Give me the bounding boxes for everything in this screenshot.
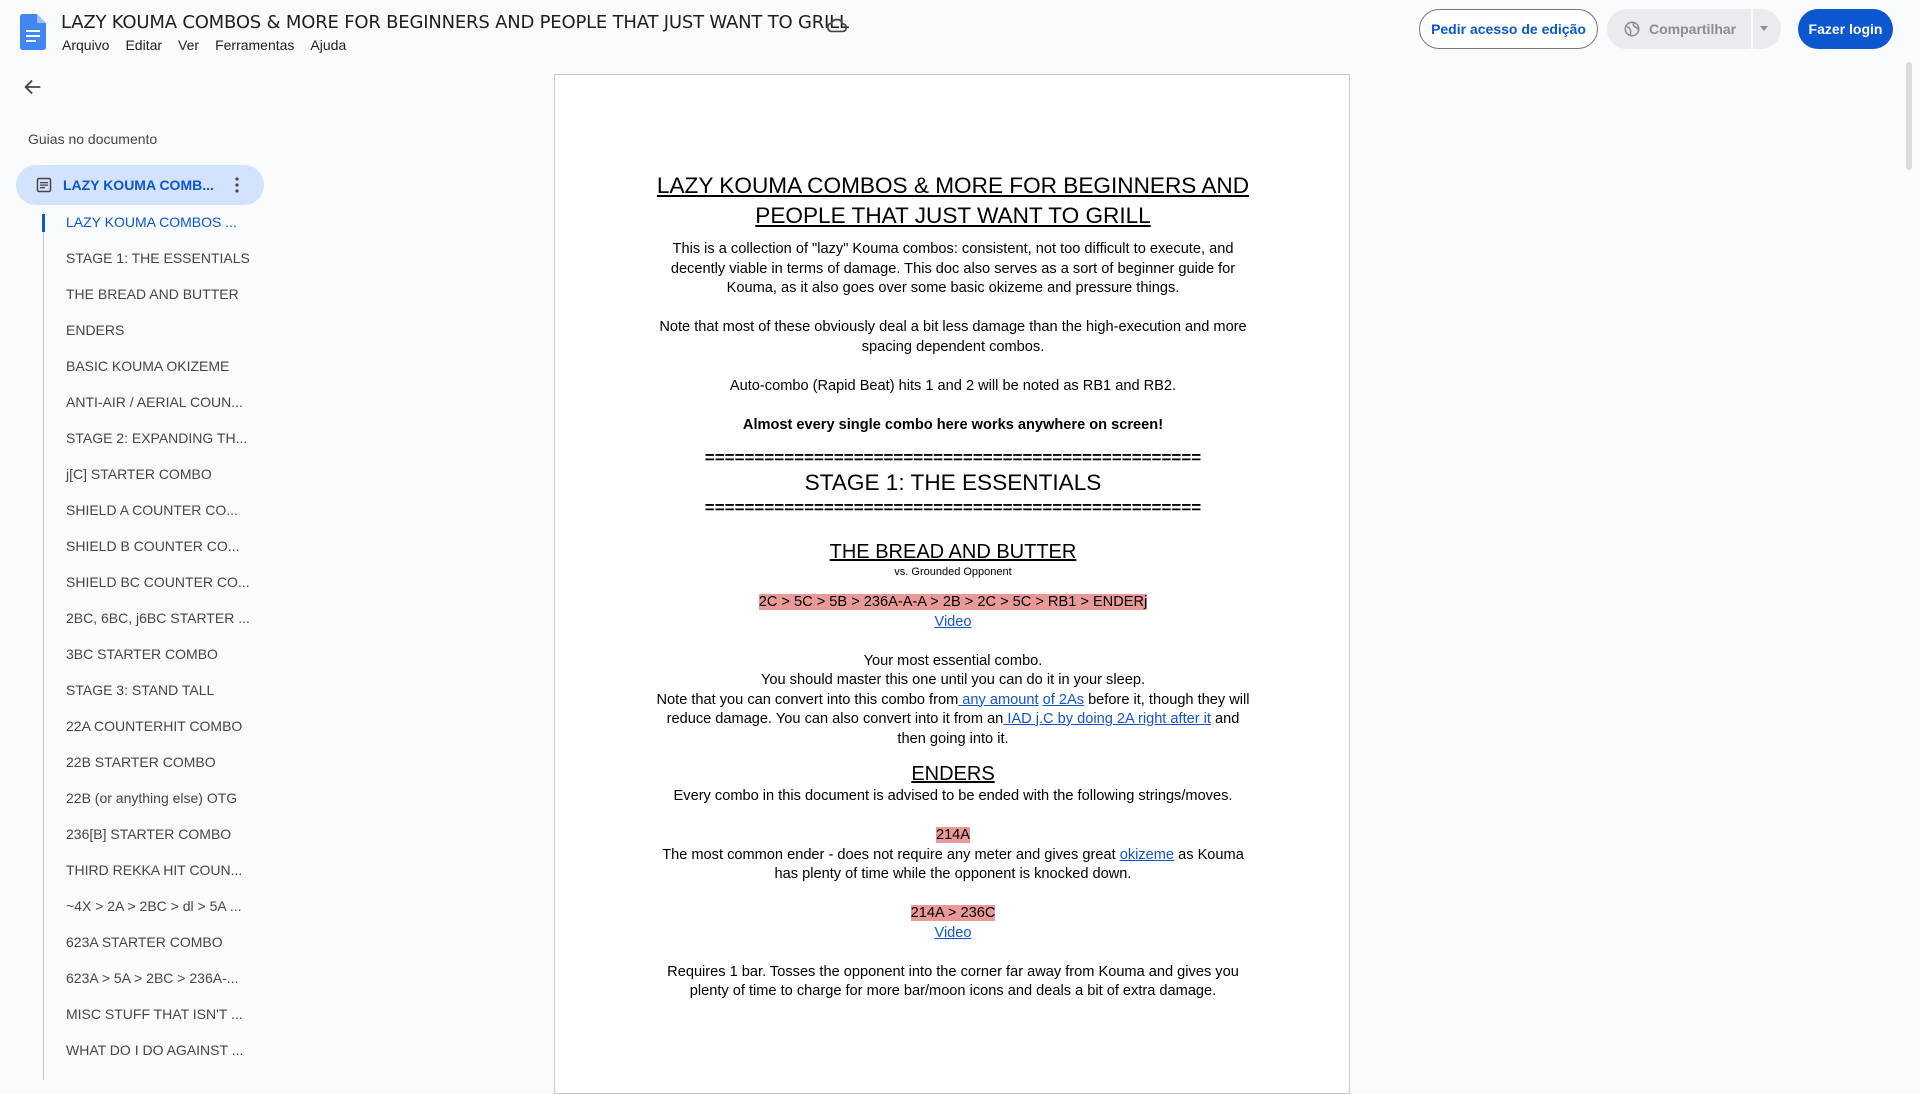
top-bar: [0, 0, 1920, 64]
divider-line: ==================================================: [704, 448, 1202, 467]
video-link[interactable]: Video: [934, 613, 972, 630]
ender-2-description: Requires 1 bar. Tosses the opponent into the corner far away from Kouma and gives you plenty of time to charge for more bar/moon icons and deals a bit of extra damage.: [667, 963, 1239, 999]
bnb-line-2: You should master this one until you can do it in your sleep.: [761, 672, 1145, 688]
outline-item[interactable]: 623A > 5A > 2BC > 236A-...: [66, 970, 239, 986]
vertical-scrollbar[interactable]: [1906, 62, 1912, 170]
document-outline: [66, 214, 250, 1078]
iad-jc-link[interactable]: IAD j.C by doing 2A right after it: [1003, 711, 1211, 727]
ender-1-text-a: The most common ender - does not require any meter and gives great: [662, 846, 1120, 863]
outline-item[interactable]: 22B STARTER COMBO: [66, 754, 216, 770]
outline-item[interactable]: j[C] STARTER COMBO: [66, 466, 212, 482]
intro-paragraph-1: This is a collection of "lazy" Kouma combos: consistent, not too difficult to execute, and decently viable in terms of damage. This doc also serves as a sort of beginner guide for Kouma, as it also goes over some basic okizeme and pressure things.: [670, 241, 1236, 296]
outline-item[interactable]: 623A STARTER COMBO: [66, 934, 223, 950]
outline-item[interactable]: STAGE 1: THE ESSENTIALS: [66, 250, 250, 266]
enders-description: Every combo in this document is advised to be ended with the following strings/moves.: [673, 788, 1233, 804]
bread-and-butter-subtitle: vs. Grounded Opponent: [894, 566, 1012, 578]
outline-item[interactable]: MISC STUFF THAT ISN'T ...: [66, 1006, 243, 1022]
stage-1-heading: STAGE 1: THE ESSENTIALS: [804, 470, 1102, 495]
ender-1-description: [654, 846, 1252, 885]
bnb-note-paragraph: [654, 691, 1252, 750]
document-heading: LAZY KOUMA COMBOS & MORE FOR BEGINNERS AND PEOPLE THAT JUST WANT TO GRILL: [656, 173, 1250, 228]
login-button[interactable]: Fazer login: [1798, 9, 1893, 49]
outline-item[interactable]: 22B (or anything else) OTG: [66, 790, 238, 806]
request-edit-access-button[interactable]: Pedir acesso de edição: [1419, 9, 1598, 49]
outline-track: [43, 212, 44, 1080]
outline-current-marker: [42, 214, 45, 232]
bread-and-butter-heading: THE BREAD AND BUTTER: [829, 541, 1077, 563]
outline-item[interactable]: SHIELD BC COUNTER CO...: [66, 574, 250, 590]
outline-item[interactable]: STAGE 3: STAND TALL: [66, 682, 215, 698]
ender-1-notation: 214A: [935, 827, 971, 843]
menu-ajuda[interactable]: Ajuda: [310, 37, 347, 53]
bnb-note-text-c: and then going into it.: [897, 711, 1240, 747]
ender-1-text-b: as Kouma has plenty of time while the opponent is knocked down.: [774, 846, 1244, 882]
document-page: [554, 74, 1350, 1094]
document-tab-icon: [36, 177, 52, 193]
menu-bar: [62, 37, 362, 53]
outline-item[interactable]: SHIELD A COUNTER CO...: [66, 502, 238, 518]
menu-editar[interactable]: Editar: [125, 37, 163, 53]
menu-ferramentas[interactable]: Ferramentas: [215, 37, 295, 53]
divider-line: ==================================================: [704, 498, 1202, 517]
intro-paragraph-3: Auto-combo (Rapid Beat) hits 1 and 2 will be noted as RB1 and RB2.: [729, 377, 1177, 394]
share-button[interactable]: [1607, 9, 1781, 49]
docs-logo-icon[interactable]: [20, 14, 46, 50]
outline-item[interactable]: WHAT DO I DO AGAINST ...: [66, 1042, 244, 1058]
bnb-line-1: Your most essential combo.: [863, 652, 1043, 669]
document-tab-active[interactable]: [16, 165, 264, 205]
outline-item[interactable]: THE BREAD AND BUTTER: [66, 286, 239, 302]
video-link[interactable]: Video: [934, 924, 972, 941]
share-dropdown-caret-icon[interactable]: [1760, 26, 1768, 31]
outline-item[interactable]: 236[B] STARTER COMBO: [66, 826, 232, 842]
tabs-heading: Guias no documento: [28, 131, 158, 147]
document-title[interactable]: LAZY KOUMA COMBOS & MORE FOR BEGINNERS AND PEOPLE THAT JUST WANT TO GRILL: [61, 12, 849, 33]
ender-2-notation: 214A > 236C: [910, 905, 996, 921]
outline-item[interactable]: STAGE 2: EXPANDING TH...: [66, 430, 248, 446]
document-body: [654, 171, 1252, 1002]
bnb-combo-notation: 2C > 5C > 5B > 236A-A-A > 2B > 2C > 5C > RB1 > ENDERj: [758, 594, 1148, 610]
globe-icon: [1623, 20, 1641, 38]
share-divider: [1751, 9, 1753, 49]
cloud-saved-icon[interactable]: [826, 14, 848, 36]
bnb-note-text-b: before it, though they will reduce damage. You can also convert into it from an: [666, 691, 1250, 727]
more-options-icon[interactable]: [234, 176, 240, 194]
outline-item[interactable]: THIRD REKKA HIT COUN...: [66, 862, 243, 878]
outline-item[interactable]: 3BC STARTER COMBO: [66, 646, 218, 662]
enders-heading: ENDERS: [911, 763, 995, 785]
okizeme-link[interactable]: okizeme: [1119, 846, 1175, 863]
outline-item[interactable]: ANTI-AIR / AERIAL COUN...: [66, 394, 243, 410]
outline-item[interactable]: 2BC, 6BC, j6BC STARTER ...: [66, 610, 250, 626]
menu-arquivo[interactable]: Arquivo: [62, 37, 110, 53]
of-2as-link[interactable]: of 2As: [1042, 691, 1085, 708]
outline-item[interactable]: SHIELD B COUNTER CO...: [66, 538, 240, 554]
outline-item[interactable]: BASIC KOUMA OKIZEME: [66, 358, 230, 374]
share-button-label: Compartilhar: [1649, 21, 1737, 37]
intro-paragraph-4: Almost every single combo here works anywhere on screen!: [742, 416, 1164, 433]
document-tab-label: LAZY KOUMA COMB...: [63, 177, 214, 193]
any-amount-link[interactable]: any amount: [958, 691, 1039, 708]
outline-item[interactable]: LAZY KOUMA COMBOS ...: [66, 214, 237, 230]
back-arrow-icon[interactable]: [22, 76, 44, 98]
bnb-note-text-a: Note that you can convert into this combo from: [656, 691, 959, 708]
menu-ver[interactable]: Ver: [178, 37, 200, 53]
intro-paragraph-2: Note that most of these obviously deal a bit less damage than the high-execution and more spacing dependent combos.: [659, 319, 1247, 355]
outline-item[interactable]: ~4X > 2A > 2BC > dl > 5A ...: [66, 898, 242, 914]
outline-item[interactable]: 22A COUNTERHIT COMBO: [66, 718, 243, 734]
outline-item[interactable]: ENDERS: [66, 322, 125, 338]
